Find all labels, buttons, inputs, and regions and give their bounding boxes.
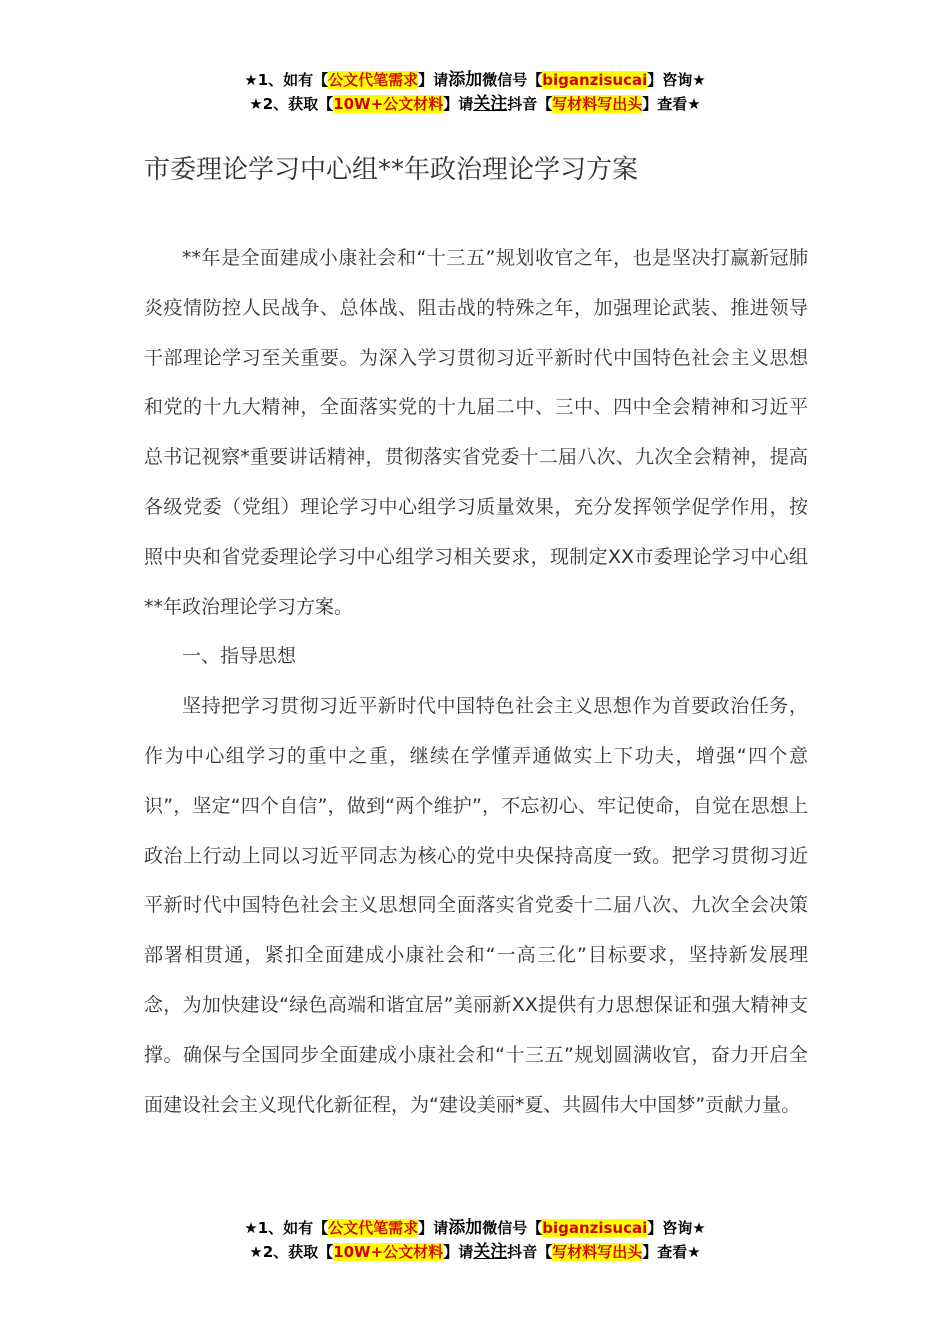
promo-text: ★1、如有【 [244,71,329,89]
promo-text: 微信号【 [482,71,543,89]
promo-text: 抖音【 [507,95,553,113]
promo-highlight: 公文代笔需求 [328,71,419,89]
promo-banner-top [0,68,950,116]
section-heading: 一、指导思想 [182,645,297,668]
promo-text: 微信号【 [482,1219,543,1237]
promo-emphasis: 关注 [473,94,508,114]
promo-text: 抖音【 [507,1243,553,1261]
promo-text: 】查看★ [642,95,701,113]
promo-line-2 [0,92,950,116]
promo-emphasis: 添加 [448,1218,483,1238]
promo-highlight: 公文代笔需求 [328,1219,419,1237]
promo-wechat-id: biganzisucai [542,1219,648,1237]
promo-text: ★2、获取【 [249,95,334,113]
promo-highlight: 10W+公文材料 [333,1243,444,1261]
promo-text: ★2、获取【 [249,1243,334,1261]
promo-text: 】请 [418,1219,449,1237]
promo-text: 】查看★ [642,1243,701,1261]
promo-emphasis: 关注 [473,1242,508,1262]
promo-line-2 [0,1240,950,1264]
promo-text: 】请 [418,71,449,89]
promo-text: ★1、如有【 [244,1219,329,1237]
promo-highlight: 10W+公文材料 [333,95,444,113]
promo-text: 】咨询★ [647,71,706,89]
promo-highlight: 写材料写出头 [552,1243,643,1261]
promo-line-1 [0,1216,950,1240]
promo-line-1 [0,68,950,92]
document-body [144,234,808,1130]
promo-banner-bottom [0,1216,950,1264]
promo-wechat-id: biganzisucai [542,71,648,89]
promo-text: 】请 [443,95,474,113]
promo-text: 】请 [443,1243,474,1261]
intro-paragraph: **年是全面建成小康社会和“十三五”规划收官之年，也是坚决打赢新冠肺炎疫情防控人民战争、总体战、阻击战的特殊之年，加强理论武装、推进领导干部理论学习至关重要。为深入学习贯彻习近平新时代中国特色社会主义思想和党的十九大精神，全面落实党的十九届二中、三中、四中全会精神和习近平总书记视察*重要讲话精神，贯彻落实省党委十二届八次、九次全会精神，提高各级党委（党组）理论学习中心组学习质量效果，充分发挥领学促学作用，按照中央和省党委理论学习中心组学习相关要求，现制定XX市委理论学习中心组**年政治理论学习方案。 [144,247,808,618]
promo-emphasis: 添加 [448,70,483,90]
promo-text: 】咨询★ [647,1219,706,1237]
document-title: 市委理论学习中心组**年政治理论学习方案 [144,155,639,185]
promo-highlight: 写材料写出头 [552,95,643,113]
body-paragraph: 坚持把学习贯彻习近平新时代中国特色社会主义思想作为首要政治任务，作为中心组学习的重中之重，继续在学懂弄通做实上下功夫，增强“四个意识”，坚定“四个自信”，做到“两个维护”，不忘初心、牢记使命，自觉在思想上政治上行动上同以习近平同志为核心的党中央保持高度一致。把学习贯彻习近平新时代中国特色社会主义思想同全面落实省党委十二届八次、九次全会决策部署相贯通，紧扣全面建成小康社会和“一高三化”目标要求，坚持新发展理念，为加快建设“绿色高端和谐宜居”美丽新XX提供有力思想保证和强大精神支撑。确保与全国同步全面建成小康社会和“十三五”规划圆满收官，奋力开启全面建设社会主义现代化新征程，为“建设美丽*夏、共圆伟大中国梦”贡献力量。 [144,695,808,1116]
